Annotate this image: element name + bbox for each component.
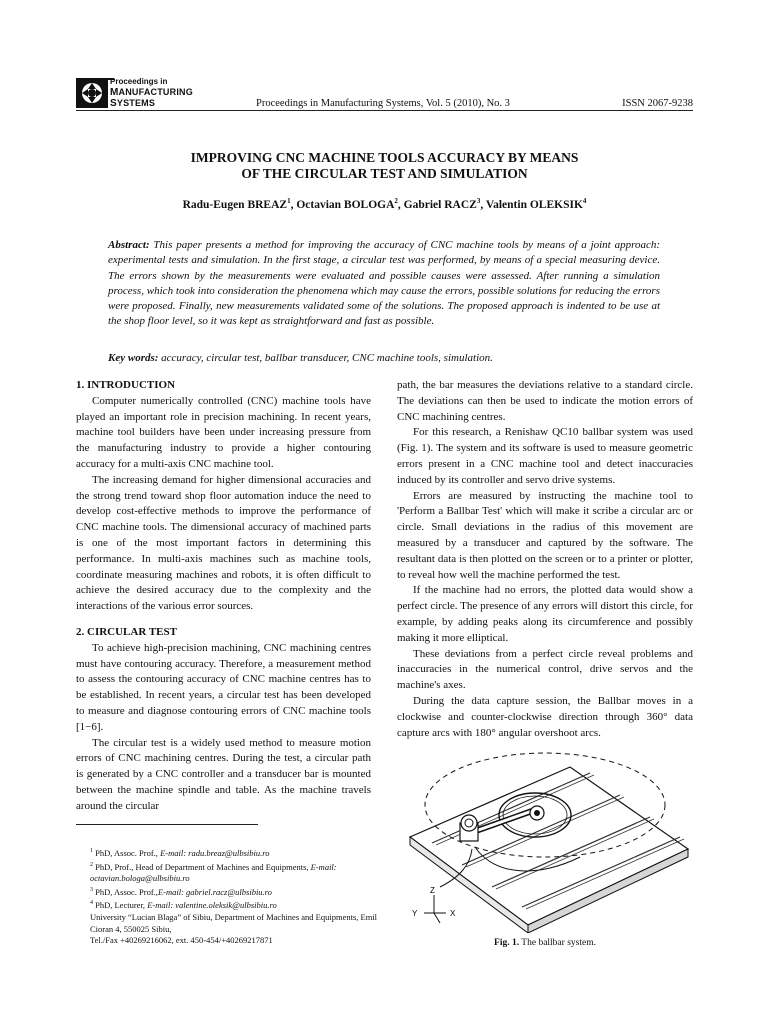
paper-title <box>76 150 693 182</box>
logo-line3-rest: YSTEMS <box>116 98 156 108</box>
footnote-email: E-mail: valentine.oleksik@ulbsibiu.ro <box>147 900 277 911</box>
author-affil: 2 <box>394 197 398 205</box>
issn: ISSN 2067-9238 <box>622 98 693 109</box>
footnote-marker: 2 <box>90 861 93 868</box>
axis-label-x: X <box>450 909 456 918</box>
footnote-marker: 1 <box>90 848 93 854</box>
logo-line2-rest: ANUFACTURING <box>118 87 193 97</box>
paragraph: The increasing demand for higher dimensional accuracies and the strong trend toward shop floor automation induce the need to develop cost-effective methods to improve the performance of CNC machine tools. The dimensional accuracy of machined parts is one of the most important factors in determining this performance. In multi-axis machines such as machine tools, coordinate measuring machines and robots, it is often difficult to achieve the desired accuracy due to the complexity and the interactions of the various error sources. <box>76 473 371 613</box>
author-name: Gabriel RACZ <box>403 198 477 211</box>
logo-line3-cap: S <box>110 98 117 109</box>
paragraph: To achieve high-precision machining, CNC machining centres must have contouring accuracy. Therefore, a measurement method to assess the contouring accuracy of CNC machine centres has to be established. In recent years, a circular test has been developed to measure and diagnose contouring errors of CNC machine tools [1−6]. <box>76 641 371 733</box>
author-affil: 1 <box>287 197 291 205</box>
author-sep: , <box>290 198 297 211</box>
axis-label-z: Z <box>430 886 435 895</box>
paragraph: During the data capture session, the Ballbar moves in a clockwise and counter-clockwise direction through 360° data capture arcs with 180° angular overshoot arcs. <box>397 694 693 739</box>
author-name: Octavian BOLOGA <box>296 198 395 211</box>
title-line2: OF THE CIRCULAR TEST AND SIMULATION <box>241 166 528 181</box>
figure-caption-label: Fig. 1. <box>494 938 520 948</box>
left-column <box>76 378 371 815</box>
logo-line1: Proceedings in <box>110 77 168 86</box>
abstract <box>108 238 660 330</box>
abstract-text: This paper presents a method for improving the accuracy of CNC machine tools by means of a joint approach: experimental tests and simulation. In the first stage, a circular test was performed, by means of a special measuring device. The errors shown by the measurements were evaluated and possible causes were assessed. After running a simulation process, which took into consideration the phenomena which may cause the errors, possible solutions for reducing the errors were proposed. Finally, new measurements validated some of the solutions. The proposed approach is indented to be use at the shop floor level, so it was kept as straightforward and fast as possible. <box>108 239 660 328</box>
title-line1: IMPROVING CNC MACHINE TOOLS ACCURACY BY MEANS <box>190 150 579 165</box>
paragraph: The circular test is a widely used method to measure motion errors of CNC machining centres. During the test, a circular path is generated by a CNC controller and a transducer bar is mounted between the machine spindle and table. As the machine travels around the circular <box>76 736 371 812</box>
keywords <box>108 352 660 364</box>
footnote-email: E-mail: gabriel.racz@ulbsibiu.ro <box>157 886 272 897</box>
footnote-marker: 3 <box>90 886 93 893</box>
keywords-text: accuracy, circular test, ballbar transducer, CNC machine tools, simulation. <box>158 352 493 364</box>
footnote <box>90 885 380 899</box>
footnote-text: PhD, Assoc. Prof., <box>93 886 158 897</box>
paragraph: Errors are measured by instructing the machine tool to 'Perform a Ballbar Test' which will make it scribe a circular arc or circle. Small deviations in the radius of this movement are measured by a transducer and captured by the software. The resultant data is then plotted on the screen or to a printer or plotter, to reveal how well the machine performed the test. <box>397 489 693 581</box>
ballbar-figure <box>400 737 690 933</box>
footnote-rule <box>76 824 258 825</box>
footnote-marker: 4 <box>90 900 93 907</box>
footnotes <box>90 846 380 947</box>
header-rule <box>76 110 693 111</box>
footnote-email: E-mail: radu.breaz@ulbsibiu.ro <box>160 847 270 858</box>
footnote <box>90 898 380 912</box>
footnote-text: PhD, Assoc. Prof., <box>93 847 161 858</box>
section-heading-circular-test: 2. CIRCULAR TEST <box>76 625 177 638</box>
footnote <box>90 846 380 860</box>
keywords-label: Key words: <box>108 352 159 364</box>
paragraph: If the machine had no errors, the plotted data would show a perfect circle. The presence of any errors will distort this circle, for example, by adding peaks along its circumference and possibly making it more elliptical. <box>397 584 693 644</box>
author-sep: , <box>480 198 486 211</box>
paragraph: Computer numerically controlled (CNC) machine tools have played an important role in precision machining. In recent years, machine tool builders have been under increasing pressure from the manufacturing industry to provide a higher contouring accuracy for a multi-axis CNC machine tool. <box>76 394 371 470</box>
footnote-email: E-mail: octavian.bologa@ulbsibiu.ro <box>90 861 337 884</box>
right-column <box>397 378 693 741</box>
affiliation-phone: Tel./Fax +40269216062, ext. 450-454/+40269217871 <box>90 935 273 946</box>
journal-logo-text <box>110 76 193 109</box>
author-affil: 4 <box>582 197 587 205</box>
journal-citation: Proceedings in Manufacturing Systems, Vol. 5 (2010), No. 3 <box>256 98 510 109</box>
footnote <box>90 860 380 885</box>
abstract-label: Abstract: <box>108 239 150 251</box>
paragraph: For this research, a Renishaw QC10 ballbar system was used (Fig. 1). The system and its software is used to measure geometric errors present in a CNC machine tool and detect inaccuracies induced by its controller and servo drive systems. <box>397 426 693 486</box>
paragraph: path, the bar measures the deviations relative to a standard circle. The deviations can then be used to indicate the motion errors of CNC machining centres. <box>397 379 693 423</box>
section-heading-introduction: 1. INTRODUCTION <box>76 379 176 391</box>
author-affil: 3 <box>476 197 481 205</box>
footnote-text: PhD, Prof., Head of Department of Machines and Equipments, <box>93 861 311 872</box>
author-sep: , <box>397 198 404 211</box>
figure-caption-text: The ballbar system. <box>519 938 596 948</box>
footnote-text: PhD, Lecturer, <box>93 900 148 911</box>
logo-line2-cap: M <box>110 87 119 98</box>
affiliation-address: University “Lucian Blaga” of Sibiu, Department of Machines and Equipments, Emil Cioran 4, 550025 Sibiu, <box>90 911 378 934</box>
author-name: Valentin OLEKSIK <box>485 198 583 211</box>
figure-caption <box>397 938 693 948</box>
paragraph: These deviations from a perfect circle reveal problems and inaccuracies in the numerical control, drive servos and the machine's axes. <box>397 647 693 692</box>
author-list <box>76 197 693 211</box>
axis-label-y: Y <box>412 909 418 918</box>
author-name: Radu-Eugen BREAZ <box>182 198 288 211</box>
